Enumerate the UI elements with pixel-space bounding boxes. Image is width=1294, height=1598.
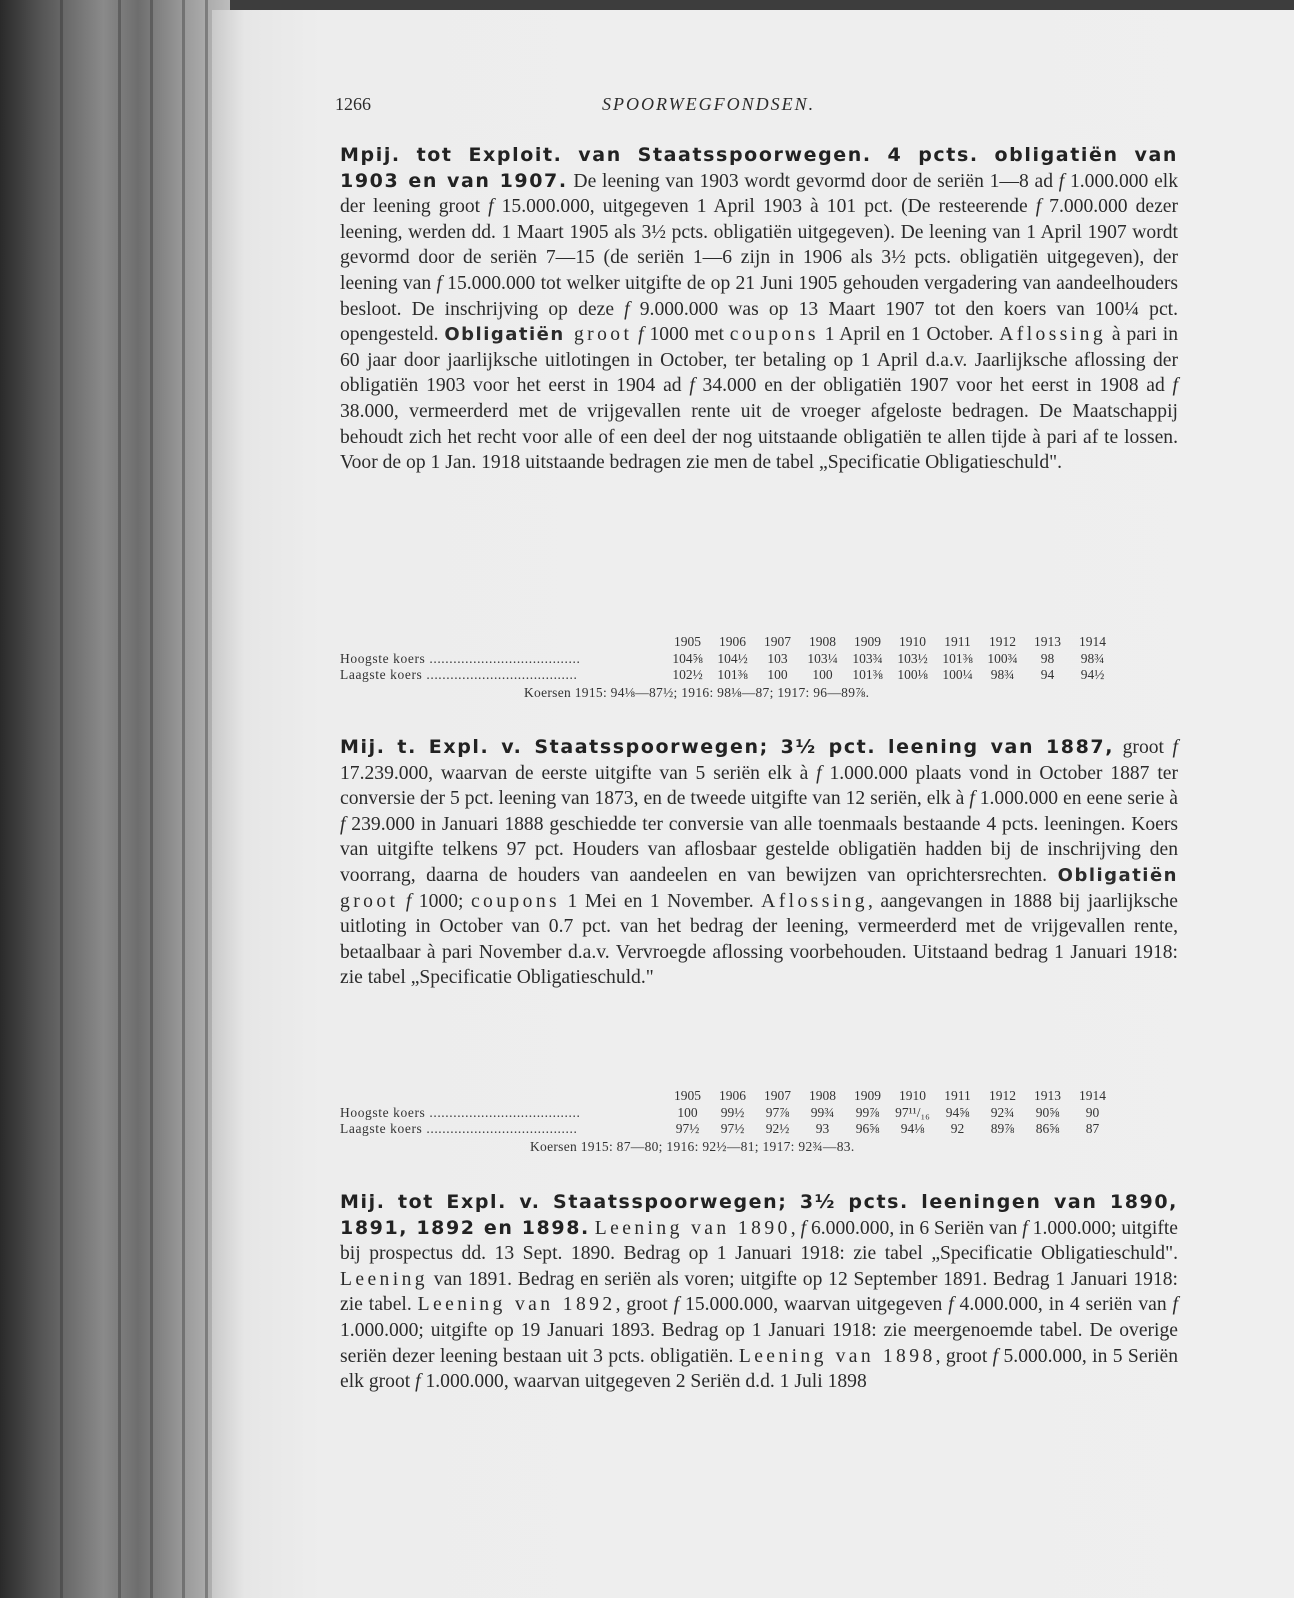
row-label: Hoogste koers ...................................... (340, 650, 581, 666)
year-cell: 1905 (674, 1088, 701, 1103)
year-cell: 1912 (989, 634, 1016, 649)
table-row (340, 1105, 1115, 1122)
keyword-aflossing: Aflossing (999, 324, 1107, 346)
value-cell: 98 (1040, 650, 1055, 666)
value-cell: 90⅝ (1035, 1104, 1060, 1120)
keyword-leening: Leening van 1898 (738, 1345, 936, 1367)
year-cell: 1906 (719, 1088, 746, 1103)
value-cell: 93 (815, 1121, 830, 1136)
value-cell: 97½ (720, 1121, 745, 1136)
year-cell: 1911 (944, 634, 971, 649)
year-cell: 1913 (1034, 634, 1061, 649)
row-label: Hoogste koers ...................................... (340, 1104, 581, 1120)
value-cell: 97⅞ (765, 1104, 790, 1120)
koers-table-2 (340, 1088, 1115, 1138)
value-cell: 102½ (672, 667, 703, 682)
value-cell: 101⅜ (717, 667, 748, 682)
value-cell: 100⅛ (897, 667, 928, 682)
keyword-leening: Leening (340, 1268, 428, 1290)
year-cell: 1908 (809, 1088, 836, 1103)
keyword-leening: Leening van 1892 (417, 1294, 616, 1316)
value-cell: 87 (1085, 1121, 1100, 1136)
keyword-coupons: coupons (470, 890, 561, 912)
year-cell: 1914 (1079, 1088, 1106, 1103)
value-cell: 100¼ (942, 667, 973, 682)
value-cell: 99⅞ (855, 1104, 880, 1120)
year-cell: 1913 (1034, 1088, 1061, 1103)
value-cell: 100 (812, 667, 833, 682)
section-1890-1898: Mij. tot Expl. v. Staatsspoorwegen; 3½ pcts. leeningen van 1890, 1891, 1892 en 1898. Leening van 1890, f 6.000.000, in 6 Seriën van f 1.000.000; uitgifte bij prospectus dd. 13 Sept. 1890. Bedrag op 1 Januari 1918: zie tabel „Specificatie Obligatieschuld". Leening van 1891. Bedrag en seriën als voren; uitgifte op 12 September 1891. Bedrag 1 Januari 1918: zie tabel. Leening van 1892, groot f 15.000.000, waarvan uitgegeven f 4.000.000, in 4 seriën van f 1.000.000; uitgifte op 19 Januari 1893. Bedrag op 1 Januari 1918: zie meergenoemde tabel. De overige seriën dezer leening bestaan uit 3 pcts. obligatiën. Leening van 1898, groot f 5.000.000, in 5 Seriën elk groot f 1.000.000, waarvan uitgegeven 2 Seriën d.d. 1 Juli 1898 (340, 1191, 1178, 1393)
year-cell: 1909 (854, 634, 881, 649)
value-cell: 101⅜ (852, 667, 883, 682)
value-cell: 94½ (1080, 667, 1105, 682)
value-cell: 103 (767, 650, 788, 666)
year-cell: 1910 (899, 634, 926, 649)
table-header-row (340, 1088, 1115, 1105)
year-cell: 1907 (764, 634, 791, 649)
value-cell: 94⅝ (945, 1104, 970, 1120)
koersen-note-2: Koersen 1915: 87—80; 1916: 92½—81; 1917: 92¾—83. (530, 1139, 855, 1154)
value-cell: 86⅝ (1035, 1121, 1060, 1136)
value-cell: 92½ (765, 1121, 790, 1136)
table-row (340, 1121, 1115, 1138)
table-header-row (340, 634, 1115, 651)
value-cell: 94⅛ (900, 1121, 925, 1136)
section-heading: Mpij. tot Exploit. van Staatsspoorwegen. 4 pcts. obligatiën van 1903 en van 1907. (340, 144, 1178, 192)
year-cell: 1912 (989, 1088, 1016, 1103)
value-cell: 92¾ (990, 1104, 1015, 1120)
year-cell: 1911 (944, 1088, 971, 1103)
section-heading: Mij. tot Expl. v. Staatsspoorwegen; 3½ pcts. leeningen van 1890, 1891, 1892 en 1898. (340, 1191, 1178, 1239)
year-cell: 1909 (854, 1088, 881, 1103)
value-cell: 101⅜ (942, 650, 973, 666)
year-cell: 1907 (764, 1088, 791, 1103)
book-page (212, 10, 1294, 1598)
book-spine (0, 0, 230, 1598)
running-head: SPOORWEGFONDSEN. (602, 94, 816, 114)
value-cell: 98¾ (990, 667, 1015, 682)
value-cell: 103¼ (807, 650, 838, 666)
value-cell: 96⅝ (855, 1121, 880, 1136)
value-cell: 103½ (897, 650, 928, 666)
section-1903-1907: Mpij. tot Exploit. van Staatsspoorwegen. 4 pcts. obligatiën van 1903 en van 1907. De leening van 1903 wordt gevormd door de seriën 1—8 ad f 1.000.000 elk der leening groot f 15.000.000, uitgegeven 1 April 1903 à 101 pct. (De resteerende f 7.000.000 dezer leening, werden dd. 1 Maart 1905 als 3½ pcts. obligatiën uitgegeven). De leening van 1 April 1907 wordt gevormd door de seriën 7—15 (de seriën 1—6 zijn in 1906 als 3½ pcts. obligatiën uitgegeven), der leening van f 15.000.000 tot welker uitgifte de op 21 Juni 1905 gehouden vergadering van aandeelhouders besloot. De inschrijving op deze f 9.000.000 was op 13 Maart 1907 tot den koers van 100¼ pct. opengesteld. Obligatiën groot f 1000 met coupons 1 April en 1 October. Aflossing à pari in 60 jaar door jaarlijksche uitlotingen in October, ter betaling op 1 April d.a.v. Jaarlijksche aflossing der obligatiën 1903 voor het eerst in 1904 ad f 34.000 en der obligatiën 1907 voor het eerst in 1908 ad f 38.000, vermeerderd met de vrijgevallen rente uit de vroeger afgeloste bedragen. De Maatschappij behoudt zich het recht voor alle of een deel der nog uitstaande obligatiën te allen tijde à pari af te lossen. Voor de op 1 Jan. 1918 uitstaande bedragen zie men de tabel „Specificatie Obligatieschuld". (340, 144, 1179, 474)
value-cell: 97¹¹/₁₆ (895, 1104, 930, 1120)
keyword-leening: Leening van 1890 (594, 1217, 791, 1239)
value-cell: 103¾ (852, 650, 883, 666)
value-cell: 98¾ (1080, 650, 1105, 666)
koersen-note-1: Koersen 1915: 94⅛—87½; 1916: 98⅛—87; 1917: 96—89⅞. (524, 685, 870, 700)
year-cell: 1906 (719, 634, 746, 649)
keyword-aflossing: Aflossing (761, 890, 868, 912)
year-cell: 1910 (899, 1088, 926, 1103)
table-row (340, 651, 1115, 668)
value-cell: 89⅞ (990, 1121, 1015, 1136)
value-cell: 100¾ (987, 650, 1018, 666)
value-cell: 97½ (675, 1121, 700, 1136)
section-heading: Mij. t. Expl. v. Staatsspoorwegen; 3½ pct. leening van 1887, (340, 736, 1115, 758)
row-label: Laagste koers ...................................... (340, 1121, 578, 1136)
year-cell: 1905 (674, 634, 701, 649)
value-cell: 99¾ (810, 1104, 835, 1120)
row-label: Laagste koers ...................................... (340, 667, 578, 682)
value-cell: 94 (1040, 667, 1055, 682)
value-cell: 92 (950, 1121, 965, 1136)
page-number: 1266 (335, 94, 371, 114)
keyword-obligatien: Obligatiën (1057, 864, 1178, 886)
koers-table-1 (340, 634, 1115, 684)
value-cell: 90 (1085, 1104, 1100, 1120)
keyword-obligatien: Obligatiën (444, 324, 565, 346)
section-1887: Mij. t. Expl. v. Staatsspoorwegen; 3½ pct. leening van 1887, groot f 17.239.000, waarvan de eerste uitgifte van 5 seriën elk à f 1.000.000 plaats vond in October 1887 ter conversie der 5 pct. leening van 1873, en de tweede uitgifte van 12 seriën, elk à f 1.000.000 en eene serie à f 239.000 in Januari 1888 geschiedde ter conversie van alle toenmaals bestaande 4 pcts. leeningen. Koers van uitgifte telkens 97 pct. Houders van aflosbaar gestelde obligatiën hadden bij de inschrijving den voorrang, daarna de houders van aandeelen en van bewijzen van oprichtersrechten. Obligatiën groot f 1000; coupons 1 Mei en 1 November. Aflossing, aangevangen in 1888 bij jaarlijksche uitloting in October van 0.7 pct. van het bedrag der leening, vermeerderd met de vrijgevallen rente, betaalbaar à pari November d.a.v. Vervroegde aflossing voorbehouden. Uitstaand bedrag 1 Januari 1918: zie tabel „Specificatie Obligatieschuld." (340, 736, 1178, 989)
value-cell: 100 (677, 1104, 698, 1120)
value-cell: 99½ (720, 1104, 745, 1120)
year-cell: 1908 (809, 634, 836, 649)
year-cell: 1914 (1079, 634, 1106, 649)
keyword-coupons: coupons (729, 324, 819, 346)
table-row (340, 667, 1115, 684)
value-cell: 100 (767, 667, 788, 682)
value-cell: 104½ (717, 650, 748, 666)
value-cell: 104⅝ (672, 650, 703, 666)
